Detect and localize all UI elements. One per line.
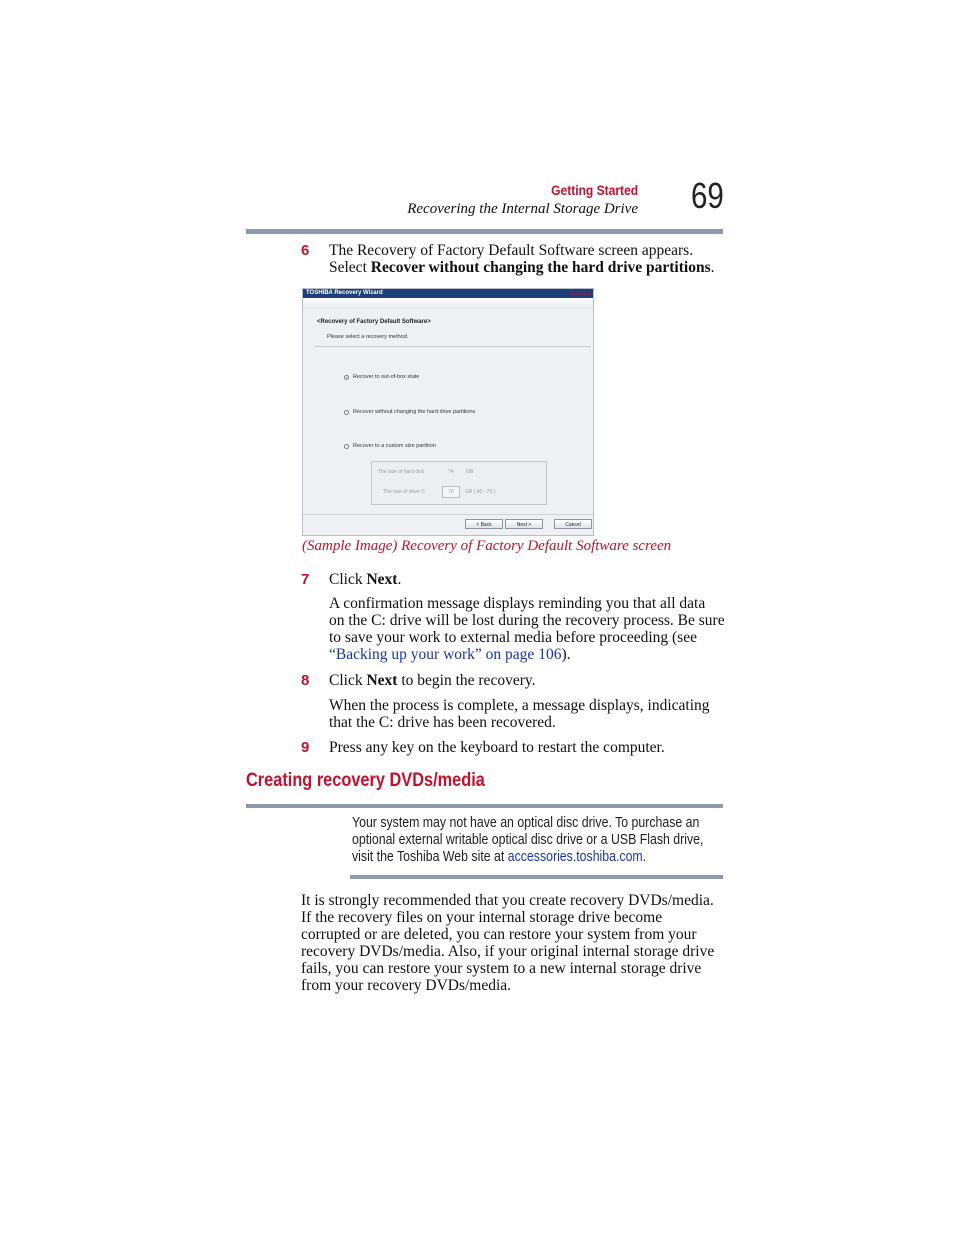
radio-icon[interactable]	[344, 444, 349, 449]
para-line: It is strongly recommended that you create recovery DVDs/media.	[301, 892, 714, 909]
option-custom-size-partition[interactable]	[344, 443, 436, 449]
page-number: 69	[691, 175, 724, 216]
drive-c-label: The size of drive C	[383, 489, 425, 495]
wizard-brand-logo: TOSHIBA	[569, 291, 590, 296]
step-number: 8	[301, 672, 310, 689]
para-line: recovery DVDs/media. Also, if your original internal storage drive	[301, 943, 715, 960]
wizard-footer-separator	[303, 514, 593, 515]
header-rule	[246, 229, 723, 234]
disk-size-label: The size of hard disk	[378, 469, 425, 475]
para-line: that the C: drive has been recovered.	[329, 714, 556, 731]
para-line: to save your work to external media before proceeding (see	[329, 629, 697, 646]
para-line: corrupted or are deleted, you can restore your system from your	[301, 926, 697, 943]
step-7-bold: Next	[366, 571, 398, 588]
wizard-title: TOSHIBA Recovery Wizard	[306, 290, 383, 296]
next-button[interactable]: Next >	[505, 519, 543, 529]
toshiba-accessories-link[interactable]: accessories.toshiba.com	[507, 849, 643, 865]
step-6-bold: Recover without changing the hard drive partitions	[370, 259, 711, 276]
option-out-of-box[interactable]	[344, 374, 419, 380]
wizard-subheading: Please select a recovery method.	[327, 334, 409, 340]
wizard-separator	[315, 346, 591, 347]
drive-c-row	[383, 489, 496, 495]
back-button[interactable]: < Back	[465, 519, 503, 529]
para-line: from your recovery DVDs/media.	[301, 977, 512, 994]
step-8-paragraph	[329, 697, 710, 731]
para-line: If the recovery files on your internal storage drive become	[301, 909, 663, 926]
section-heading: Creating recovery DVDs/media	[246, 770, 485, 791]
option-label: Recover to a custom size partition	[353, 443, 436, 449]
step-number: 9	[301, 739, 310, 756]
section-rule	[246, 804, 723, 808]
wizard-heading: <Recovery of Factory Default Software>	[317, 319, 431, 325]
note-line: visit the Toshiba Web site at accessories.toshiba.com.	[352, 849, 647, 865]
step-9-text: Press any key on the keyboard to restart the computer.	[329, 739, 665, 756]
step-6-line1: The Recovery of Factory Default Software screen appears.	[329, 242, 694, 259]
step-7-paragraph	[329, 595, 725, 663]
partition-size-panel	[371, 461, 547, 505]
step-number: 7	[301, 571, 310, 588]
disk-size-value: 74	[448, 469, 454, 475]
option-without-changing-partitions[interactable]	[344, 409, 475, 415]
para-line: fails, you can restore your system to a new internal storage drive	[301, 960, 702, 977]
disk-size-row	[378, 469, 474, 475]
drive-c-range: GB ( 40 - 70 )	[465, 489, 496, 495]
note-box	[352, 815, 718, 866]
option-label: Recover to out-of-box state	[353, 374, 420, 380]
drive-c-size-input[interactable]: 70	[442, 486, 460, 498]
para-line: A confirmation message displays reminding you that all data	[329, 595, 706, 612]
radio-icon[interactable]	[344, 375, 349, 380]
running-header-section: Getting Started	[551, 182, 638, 198]
figure-caption: (Sample Image) Recovery of Factory Default Software screen	[302, 538, 672, 554]
note-line: Your system may not have an optical disc drive. To purchase an	[352, 815, 700, 831]
step-8-text: Click Next to begin the recovery.	[329, 672, 536, 689]
recovery-wizard-screenshot	[302, 288, 594, 536]
cancel-button[interactable]: Cancel	[554, 519, 592, 529]
wizard-banner	[303, 298, 593, 309]
step-number: 6	[301, 242, 310, 259]
para-line: on the C: drive will be lost during the recovery process. Be sure	[329, 612, 725, 629]
step-7-text: Click Next.	[329, 571, 402, 588]
radio-icon[interactable]	[344, 410, 349, 415]
backing-up-link[interactable]: “Backing up your work” on page 106	[329, 646, 562, 663]
running-header-subsection: Recovering the Internal Storage Drive	[407, 201, 638, 217]
step-6-line2: Select Recover without changing the hard drive partitions.	[329, 259, 715, 276]
body-paragraph	[301, 892, 714, 994]
wizard-title-bar	[303, 289, 593, 298]
note-rule	[350, 875, 723, 879]
step-6-text	[329, 242, 714, 276]
disk-size-unit: GB	[466, 469, 474, 475]
para-line: When the process is complete, a message displays, indicating	[329, 697, 710, 714]
para-line: “Backing up your work” on page 106).	[329, 646, 571, 663]
step-8-bold: Next	[366, 672, 398, 689]
note-line: optional external writable optical disc drive or a USB Flash drive,	[352, 832, 704, 848]
option-label: Recover without changing the hard drive partitions	[353, 409, 476, 415]
